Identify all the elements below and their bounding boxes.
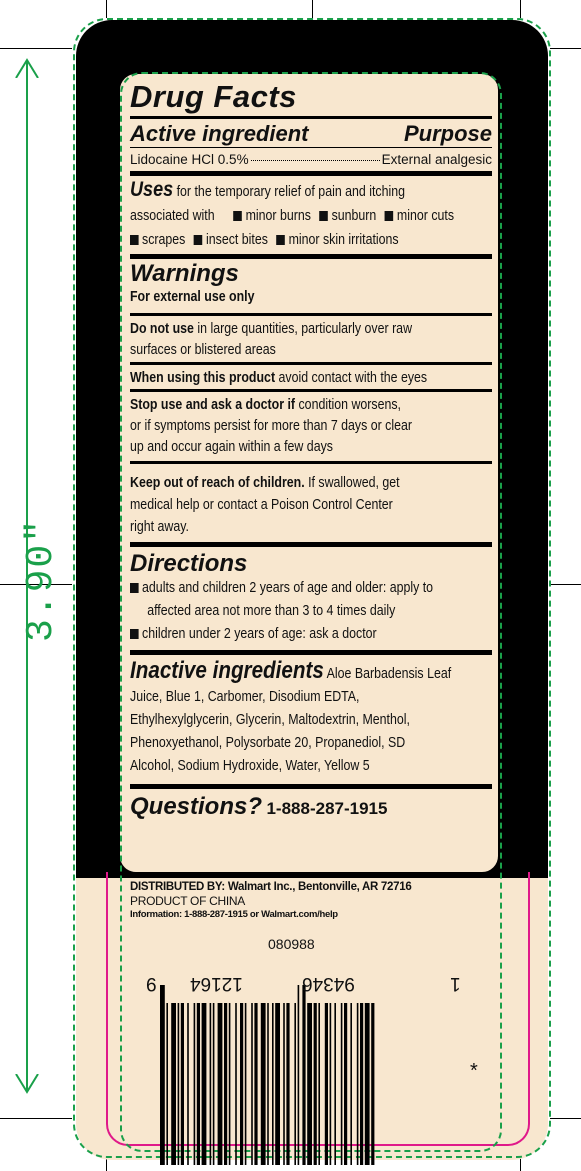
uses-item: minor burns [245,208,311,224]
barcode [140,965,470,1165]
inactive-section [130,659,491,778]
divider [130,461,492,464]
inactive-text: Juice, Blue 1, Carbomer, Disodium EDTA, [130,689,360,705]
questions-section [130,793,492,821]
barcode-bar [298,985,300,1165]
bullet-square-icon [130,583,139,593]
bullet-square-icon [320,211,329,221]
barcode-bar [202,1003,207,1165]
inactive-text: Phenoxyethanol, Polysorbate 20, Propanediol, SD [130,735,406,751]
do-not-use-text: in large quantities, particularly over raw [197,321,413,337]
leader-dots [251,160,380,161]
uses-section [130,178,491,252]
keep-out-text: medical help or contact a Poison Control Center [130,497,393,513]
stop-use-text: condition worsens, [298,397,401,413]
barcode-bar [224,1003,227,1165]
barcode-bar [178,1003,180,1165]
barcode-bar [251,1003,253,1165]
divider [130,362,492,365]
crop-mark [312,0,313,18]
uses-item: minor skin irritations [288,232,399,248]
crop-mark [0,48,72,49]
bullet-square-icon [130,629,139,639]
bullet-square-icon [234,211,243,221]
barcode-bar [272,1003,274,1165]
uses-item: minor cuts [396,208,455,224]
barcode-bar [357,1003,359,1165]
barcode-bar [187,1003,189,1165]
barcode-bar [245,1003,247,1165]
warnings-title: Warnings [130,260,239,287]
bullet-square-icon [130,235,139,245]
do-not-use [130,319,491,361]
divider [130,542,492,547]
questions-title: Questions? [130,793,263,820]
barcode-bar [307,1003,312,1165]
crop-mark [520,0,521,18]
barcode-bar [344,1003,347,1165]
warnings-external-row [130,287,491,307]
barcode-bar [218,1003,223,1165]
barcode-bar [350,1003,352,1165]
asterisk-mark: * [470,1060,478,1082]
directions-item: children under 2 years of age: ask a doctor [142,626,377,642]
barcode-bar [283,1003,285,1165]
barcode-bar [213,1003,215,1165]
uses-intro: for the temporary relief of pain and itching [176,184,406,200]
crop-mark [550,1118,581,1119]
barcode-bar [294,1003,296,1165]
crop-mark [0,1118,72,1119]
barcode-bar [194,1003,196,1165]
divider [130,313,492,316]
directions-item: affected area not more than 3 to 4 times daily [147,603,396,619]
stop-use-text: or if symptoms persist for more than 7 days or clear [130,418,412,434]
stop-use-text: up and occur again within a few days [130,439,333,455]
drug-facts-content [130,80,492,821]
questions-phone: 1-888-287-1915 [266,799,388,818]
inactive-text: Ethylhexylglycerin, Glycerin, Maltodextrin, Menthol, [130,712,410,728]
crop-mark [550,48,581,49]
directions-title: Directions [130,550,248,577]
do-not-use-text: surfaces or blistered areas [130,342,276,358]
product-origin: PRODUCT OF CHINA [130,894,245,908]
barcode-bar [334,1003,336,1165]
barcode-digit: 1 [450,973,461,994]
divider [130,116,492,119]
purpose-value: External analgesic [381,152,492,167]
crop-mark [550,584,581,585]
divider [130,389,492,392]
arrow-up-icon [14,58,40,78]
bullet-square-icon [194,235,203,245]
barcode-bar [341,1003,343,1165]
lot-number: 080988 [268,936,315,952]
barcode-bar [210,1003,212,1165]
distributed-by: DISTRIBUTED BY: Walmart Inc., Bentonville, AR 72716 [130,881,412,893]
divider [130,650,492,655]
uses-item: insect bites [206,232,268,248]
divider [130,784,492,789]
information-line: Information: 1-888-287-1915 or Walmart.com/help [130,909,338,920]
barcode-bar [240,1003,243,1165]
when-using [130,367,491,389]
barcode-bar [254,1003,257,1165]
barcode-bar [197,1003,200,1165]
uses-title: Uses [130,178,174,201]
warnings-external: For external use only [130,289,255,305]
barcode-bar [314,1003,317,1165]
barcode-bar [267,1003,269,1165]
stop-use-label: Stop use and ask a doctor if [130,397,296,413]
active-ingredient: Lidocaine HCl 0.5% [130,152,249,167]
keep-out [130,472,491,538]
barcode-bar [166,1003,168,1165]
barcode-bar [302,985,305,1165]
uses-item: sunburn [331,208,377,224]
stop-use [130,395,491,458]
purpose-header: Purpose [403,121,492,146]
inactive-text: Alcohol, Sodium Hydroxide, Water, Yellow 5 [130,758,370,774]
when-using-text: avoid contact with the eyes [278,370,428,386]
barcode-bar [286,1003,289,1165]
divider [130,147,492,148]
distributor-info [130,880,411,922]
barcode-bar [318,1003,320,1165]
active-ingredient-header: Active ingredient [130,121,309,146]
barcode-bar [171,1003,176,1165]
barcode-bar [365,1003,370,1165]
dimension-label: 3.90" [20,517,63,643]
inactive-text: Aloe Barbadensis Leaf [326,666,452,682]
barcode-digit: 9 [146,973,157,994]
barcode-bar [325,1003,328,1165]
arrow-down-icon [14,1074,40,1094]
barcode-bar [181,1003,184,1165]
barcode-digits: 12164 [190,973,243,994]
bullet-square-icon [385,211,394,221]
keep-out-text: right away. [130,519,189,535]
barcode-bar [360,1003,363,1165]
keep-out-label: Keep out of reach of children. [130,475,305,491]
barcode-bar [330,1003,332,1165]
when-using-label: When using this product [130,370,276,386]
barcode-bar [235,1003,237,1165]
barcode-bar [371,1003,374,1165]
barcode-digits: 94346 [302,973,355,994]
barcode-bar [229,1003,231,1165]
barcode-bar [275,1003,280,1165]
uses-line2-start: associated with [130,208,215,224]
divider [130,171,492,176]
divider [130,254,492,259]
do-not-use-label: Do not use [130,321,194,337]
bullet-square-icon [277,235,286,245]
inactive-title: Inactive ingredients [130,657,324,684]
barcode-bar [261,1003,266,1165]
drug-facts-title: Drug Facts [130,79,297,114]
uses-item: scrapes [142,232,186,248]
keep-out-text: If swallowed, get [308,475,400,491]
directions-list [130,577,491,646]
crop-mark [106,0,107,18]
directions-item: adults and children 2 years of age and older: apply to [142,580,434,596]
barcode-bar [160,985,165,1165]
